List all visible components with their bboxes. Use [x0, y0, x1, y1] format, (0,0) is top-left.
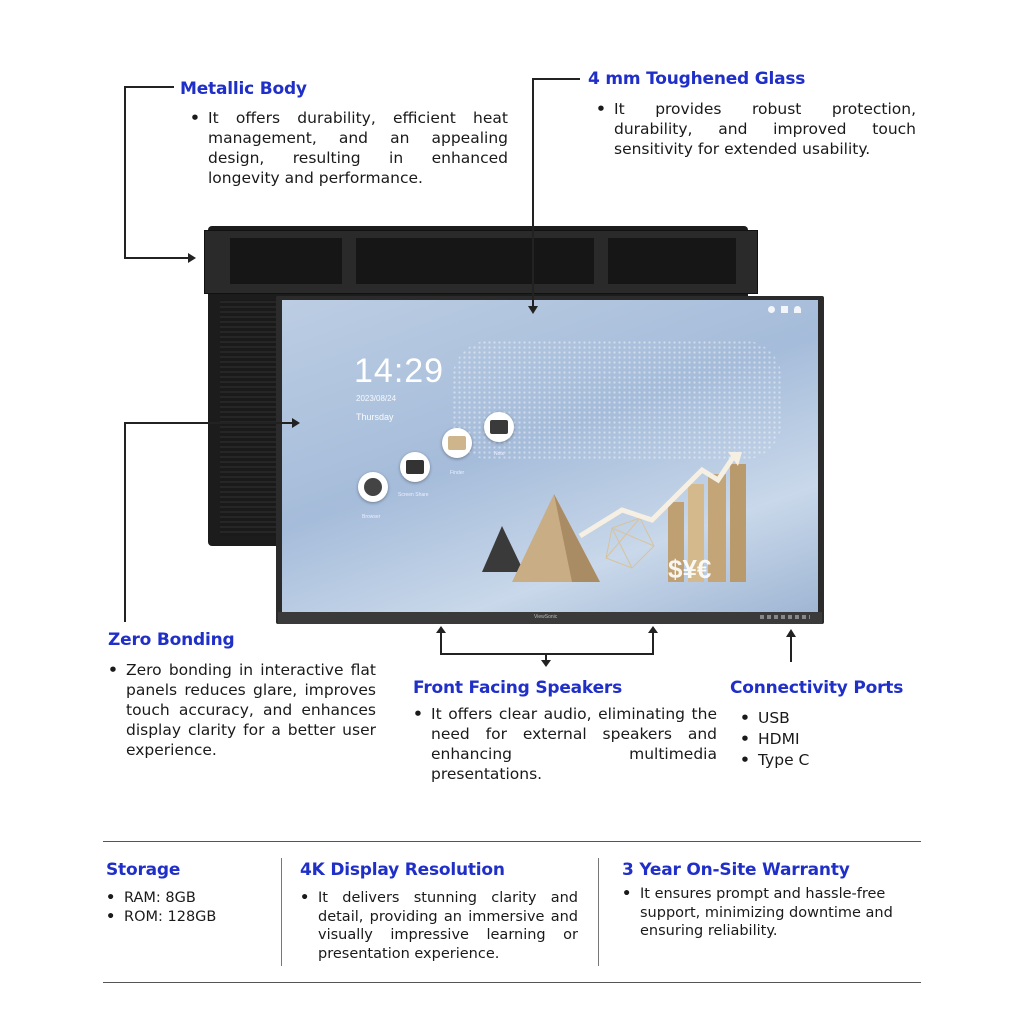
- finder-app-label: Finder: [450, 470, 465, 476]
- storage-title: Storage: [106, 860, 181, 880]
- note-app-label: Note: [494, 451, 505, 457]
- ports-title: Connectivity Ports: [730, 678, 904, 698]
- spec-bottom-rule: [103, 982, 921, 983]
- connector-toughened-glass-vertical: [532, 78, 534, 306]
- speakers-bullets: [413, 704, 717, 784]
- back-bracket-right: [608, 238, 736, 284]
- toughened-glass-title: 4 mm Toughened Glass: [588, 69, 806, 89]
- browser-app-label: Browser: [362, 514, 381, 520]
- metallic-body-title: Metallic Body: [180, 79, 307, 99]
- connector-ports: [790, 636, 792, 662]
- zero-bonding-title: Zero Bonding: [108, 630, 235, 650]
- port-strip: [760, 615, 810, 619]
- ports-list: [740, 708, 900, 771]
- toughened-glass-bullet: • It provides robust protection, durability, and improved touch sensitivity for extended usability.: [596, 99, 916, 159]
- screen-clock: 14:29: [354, 352, 445, 390]
- arrow-toughened-glass: [528, 306, 538, 314]
- connector-speakers-bottom: [440, 653, 654, 655]
- metallic-body-bullet: • It offers durability, efficient heat management, and an appealing design, resulting in enhanced longevity and performance.: [190, 108, 508, 188]
- screen-date: 2023/08/24: [356, 394, 397, 403]
- ports-item: • HDMI: [740, 729, 900, 750]
- connector-speakers-right: [652, 630, 654, 654]
- storage-item: • ROM: 128GB: [106, 908, 266, 927]
- arrow-metallic-body: [188, 253, 196, 263]
- spec-divider-1: [281, 858, 282, 966]
- connector-zero-bonding-vertical: [124, 422, 126, 622]
- arrow-speakers-left: [436, 626, 446, 633]
- connector-speakers-left: [440, 630, 442, 654]
- connector-metallic-body-horizontal: [124, 257, 188, 259]
- speakers-bullet: • It offers clear audio, eliminating the need for external speakers and enhancing multimedia presentations.: [413, 704, 717, 784]
- warranty-bullet: • It ensures prompt and hassle-free support, minimizing downtime and ensuring reliability.: [622, 885, 922, 941]
- screen-day: Thursday: [356, 412, 394, 422]
- storage-list: [106, 889, 266, 926]
- zero-bonding-bullet: • Zero bonding in interactive flat panels reduces glare, improves touch accuracy, and enhances display clarity for a better user experience.: [108, 660, 376, 760]
- arrow-speakers: [541, 660, 551, 667]
- ports-item: • Type C: [740, 750, 900, 771]
- screen-share-app-icon[interactable]: [400, 452, 430, 482]
- arrow-ports: [786, 629, 796, 637]
- display-bullets: [300, 889, 578, 963]
- arrow-zero-bonding: [292, 418, 300, 428]
- back-bracket-left: [230, 238, 342, 284]
- note-app-icon[interactable]: [484, 412, 514, 442]
- ports-item: • USB: [740, 708, 900, 729]
- spec-divider-2: [598, 858, 599, 966]
- back-vent-grille: [220, 300, 280, 536]
- display-bullet: • It delivers stunning clarity and detail, providing an immersive and visually impressive learning or presentation experience.: [300, 889, 578, 963]
- back-bracket-middle: [356, 238, 594, 284]
- connector-toughened-glass: [532, 78, 580, 80]
- display-title: 4K Display Resolution: [300, 860, 505, 880]
- zero-bonding-bullets: [108, 660, 376, 760]
- status-icons: [768, 306, 808, 314]
- speakers-title: Front Facing Speakers: [413, 678, 623, 698]
- screen-share-app-label: Screen Share: [398, 492, 429, 498]
- connector-metallic-body-vertical: [124, 86, 126, 258]
- warranty-title: 3 Year On-Site Warranty: [622, 860, 850, 880]
- storage-item: • RAM: 8GB: [106, 889, 266, 908]
- warranty-bullets: [622, 885, 922, 941]
- browser-app-icon[interactable]: [358, 472, 388, 502]
- arrow-speakers-right: [648, 626, 658, 633]
- spec-top-rule: [103, 841, 921, 842]
- toughened-glass-bullets: [596, 99, 916, 159]
- connector-zero-bonding: [124, 422, 292, 424]
- finance-artwork: [472, 450, 772, 610]
- metallic-body-bullets: [190, 108, 508, 188]
- world-map-dots: [452, 340, 782, 460]
- finder-app-icon[interactable]: [442, 428, 472, 458]
- panel-screen: [282, 300, 818, 612]
- brand-label: ViewSonic: [534, 614, 558, 620]
- svg-text:$¥€: $¥€: [668, 554, 712, 584]
- connector-metallic-body: [124, 86, 174, 88]
